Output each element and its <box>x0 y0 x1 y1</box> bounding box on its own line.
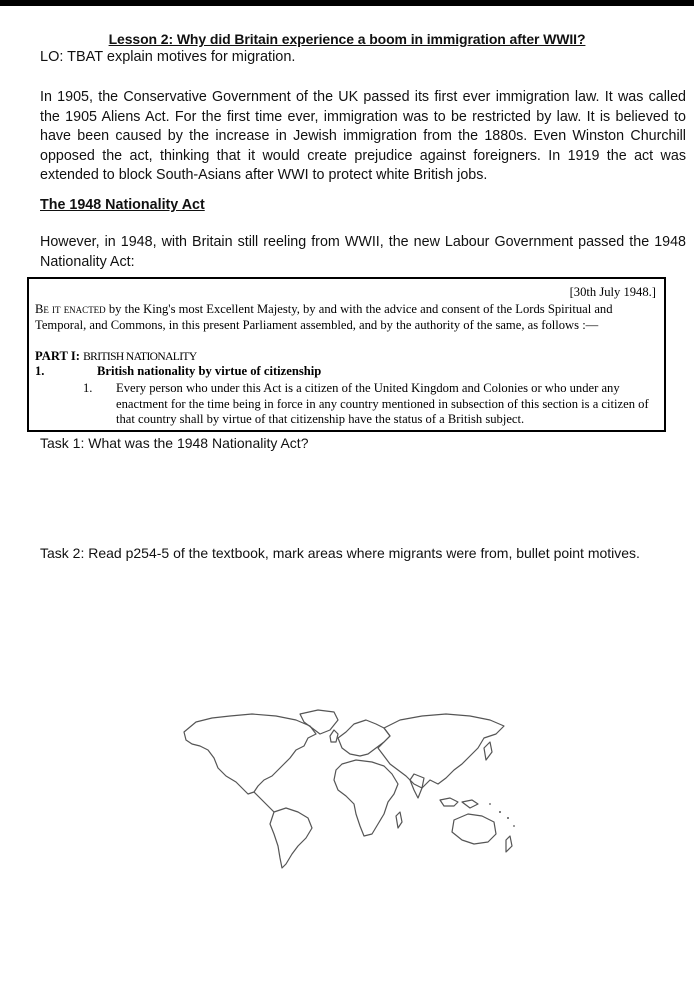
enacted-lead: Be it enacted <box>35 302 106 316</box>
enacted-text: by the King's most Excellent Majesty, by and with the advice and consent of the Lords Spiritual and Temporal, and Commons, in this present Parliament assembled, and by the authority of the same, as follows :— <box>35 302 613 332</box>
task-1-prompt: Task 1: What was the 1948 Nationality Act? <box>40 435 309 451</box>
section-title: British nationality by virtue of citizenship <box>97 364 322 378</box>
subsection-number: 1. <box>83 381 93 395</box>
uk-outline <box>330 730 338 742</box>
new-zealand-outline <box>506 836 512 852</box>
part-title: BRITISH NATIONALITY <box>83 351 197 363</box>
act-part-heading <box>35 349 197 364</box>
madagascar-outline <box>396 812 402 828</box>
lesson-title: Lesson 2: Why did Britain experience a boom in immigration after WWII? <box>108 31 586 47</box>
section-heading: The 1948 Nationality Act <box>40 197 205 213</box>
north-america-outline <box>184 714 316 794</box>
indonesia-outline <box>440 798 478 808</box>
act-intro-paragraph: However, in 1948, with Britain still reeling from WWII, the new Labour Government passed the 1948 Nationality Act: <box>40 234 686 270</box>
world-map-icon <box>178 708 518 872</box>
section-number: 1. <box>35 364 45 378</box>
south-america-outline <box>270 808 312 868</box>
task-2-prompt: Task 2: Read p254-5 of the textbook, mark areas where migrants were from, bullet point motives. <box>40 545 640 561</box>
africa-outline <box>334 760 398 836</box>
intro-paragraph: In 1905, the Conservative Government of the UK passed its first ever immigration law. It was called the 1905 Aliens Act. For the first time ever, immigration was to be restricted by law. It is believed to have been caused by the increase in Jewish immigration from the 1880s. Even Winston Churchill opposed the act, thinking that it would create prejudice against foreigners. In 1919 the act was extended to block South-Asians after WWI to protect white British jobs. <box>40 89 686 183</box>
subsection-text: Every person who under this Act is a citizen of the United Kingdom and Colonies or who under any enactment for the time being in force in any country mentioned in subsection of this section is a citizen of that country shall by virtue of that citizenship have the status of a British subject. <box>116 381 649 426</box>
australia-outline <box>452 814 496 844</box>
europe-outline <box>338 720 390 756</box>
act-enacting-clause <box>35 302 659 333</box>
act-date: [30th July 1948.] <box>569 285 656 299</box>
top-border <box>0 0 694 6</box>
japan-outline <box>484 742 492 760</box>
central-america-outline <box>254 792 274 812</box>
learning-objective: LO: TBAT explain motives for migration. <box>40 49 296 65</box>
greenland-outline <box>300 710 338 734</box>
act-extract-box <box>27 277 666 432</box>
part-label: PART I: <box>35 349 84 363</box>
